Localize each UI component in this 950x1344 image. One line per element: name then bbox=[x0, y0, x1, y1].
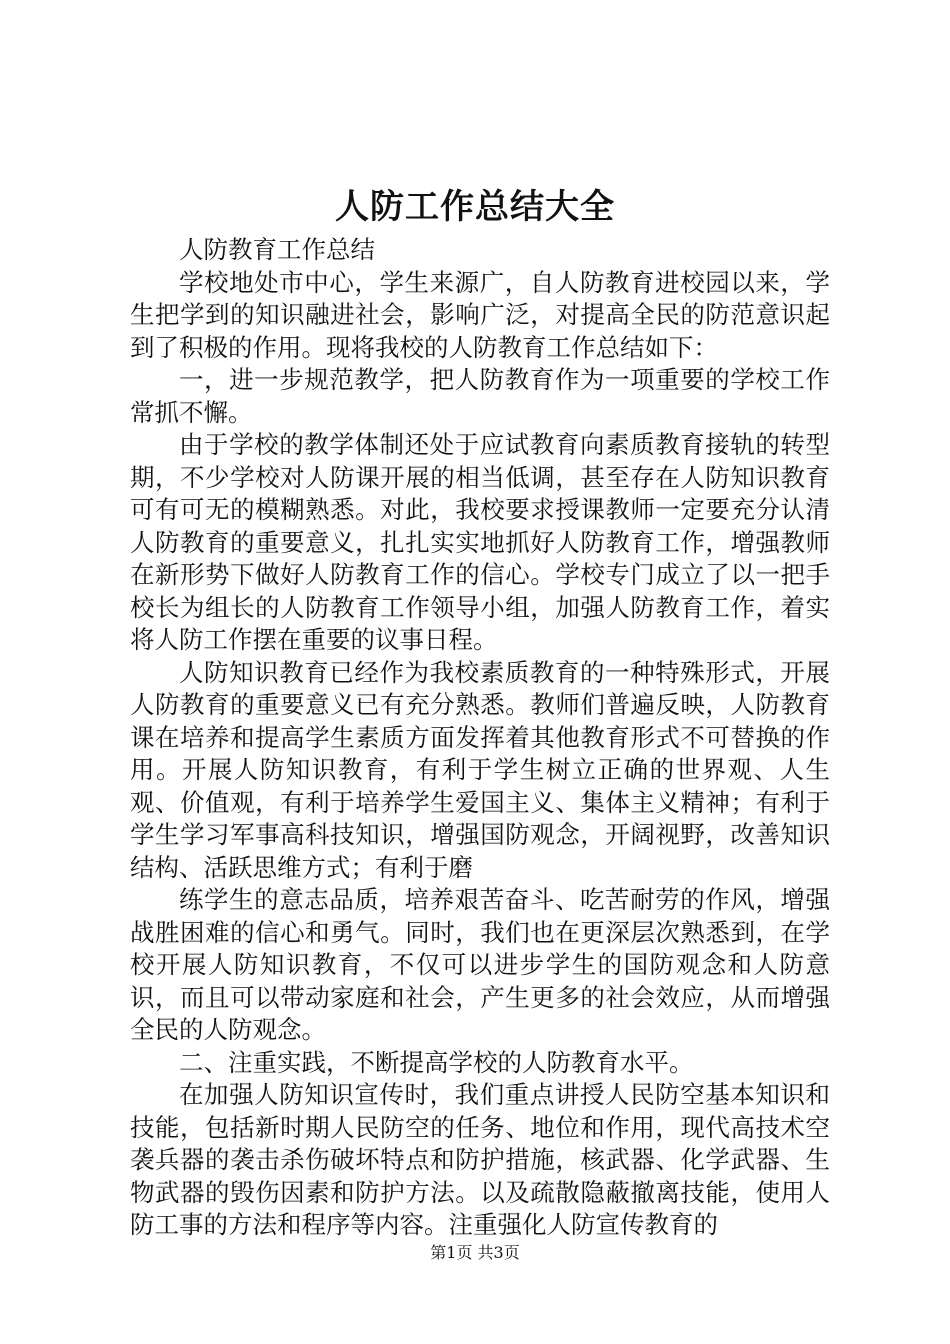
document-body bbox=[130, 234, 830, 1242]
document-title: 人防工作总结大全 bbox=[335, 187, 615, 227]
paragraph-body: 人防知识教育已经作为我校素质教育的一种特殊形式，开展人防教育的重要意义已有充分熟悉。教师们普遍反映，人防教育课在培养和提高学生素质方面发挥着其他教育形式不可替换的作用。开展人防知识教育，有利于学生树立正确的世界观、人生观、价值观，有利于培养学生爱国主义、集体主义精神；有利于学生学习军事高科技知识，增强国防观念，开阔视野，改善知识结构、活跃思维方式；有利于磨 bbox=[130, 657, 830, 882]
paragraph-intro: 学校地处市中心，学生来源广，自人防教育进校园以来，学生把学到的知识融进社会，影响广泛，对提高全民的防范意识起到了积极的作用。现将我校的人防教育工作总结如下： bbox=[130, 267, 830, 362]
paragraph-point-one: 一，进一步规范教学，把人防教育作为一项重要的学校工作常抓不懈。 bbox=[130, 365, 830, 427]
paragraph-body: 在加强人防知识宣传时，我们重点讲授人民防空基本知识和技能，包括新时期人民防空的任务、地位和作用，现代高技术空袭兵器的袭击杀伤破坏特点和防护措施，核武器、化学武器、生物武器的毁伤因素和防护方法。以及疏散隐蔽撤离技能，使用人防工事的方法和程序等内容。注重强化人防宣传教育的 bbox=[130, 1080, 830, 1239]
paragraph-point-two: 二、注重实践，不断提高学校的人防教育水平。 bbox=[179, 1047, 694, 1077]
paragraph-body: 练学生的意志品质，培养艰苦奋斗、吃苦耐劳的作风，增强战胜困难的信心和勇气。同时，我们也在更深层次熟悉到，在学校开展人防知识教育，不仅可以进步学生的国防观念和人防意识，而且可以带动家庭和社会，产生更多的社会效应，从而增强全民的人防观念。 bbox=[130, 885, 830, 1044]
page-number-footer: 第1页 共3页 bbox=[430, 1243, 520, 1262]
paragraph-body: 由于学校的教学体制还处于应试教育向素质教育接轨的转型期，不少学校对人防课开展的相当低调，甚至存在人防知识教育可有可无的模糊熟悉。对此，我校要求授课教师一定要充分认清人防教育的重要意义，扎扎实实地抓好人防教育工作，增强教师在新形势下做好人防教育工作的信心。学校专门成立了以一把手校长为组长的人防教育工作领导小组，加强人防教育工作，着实将人防工作摆在重要的议事日程。 bbox=[130, 430, 830, 654]
paragraph-section-heading: 人防教育工作总结 bbox=[179, 235, 375, 264]
